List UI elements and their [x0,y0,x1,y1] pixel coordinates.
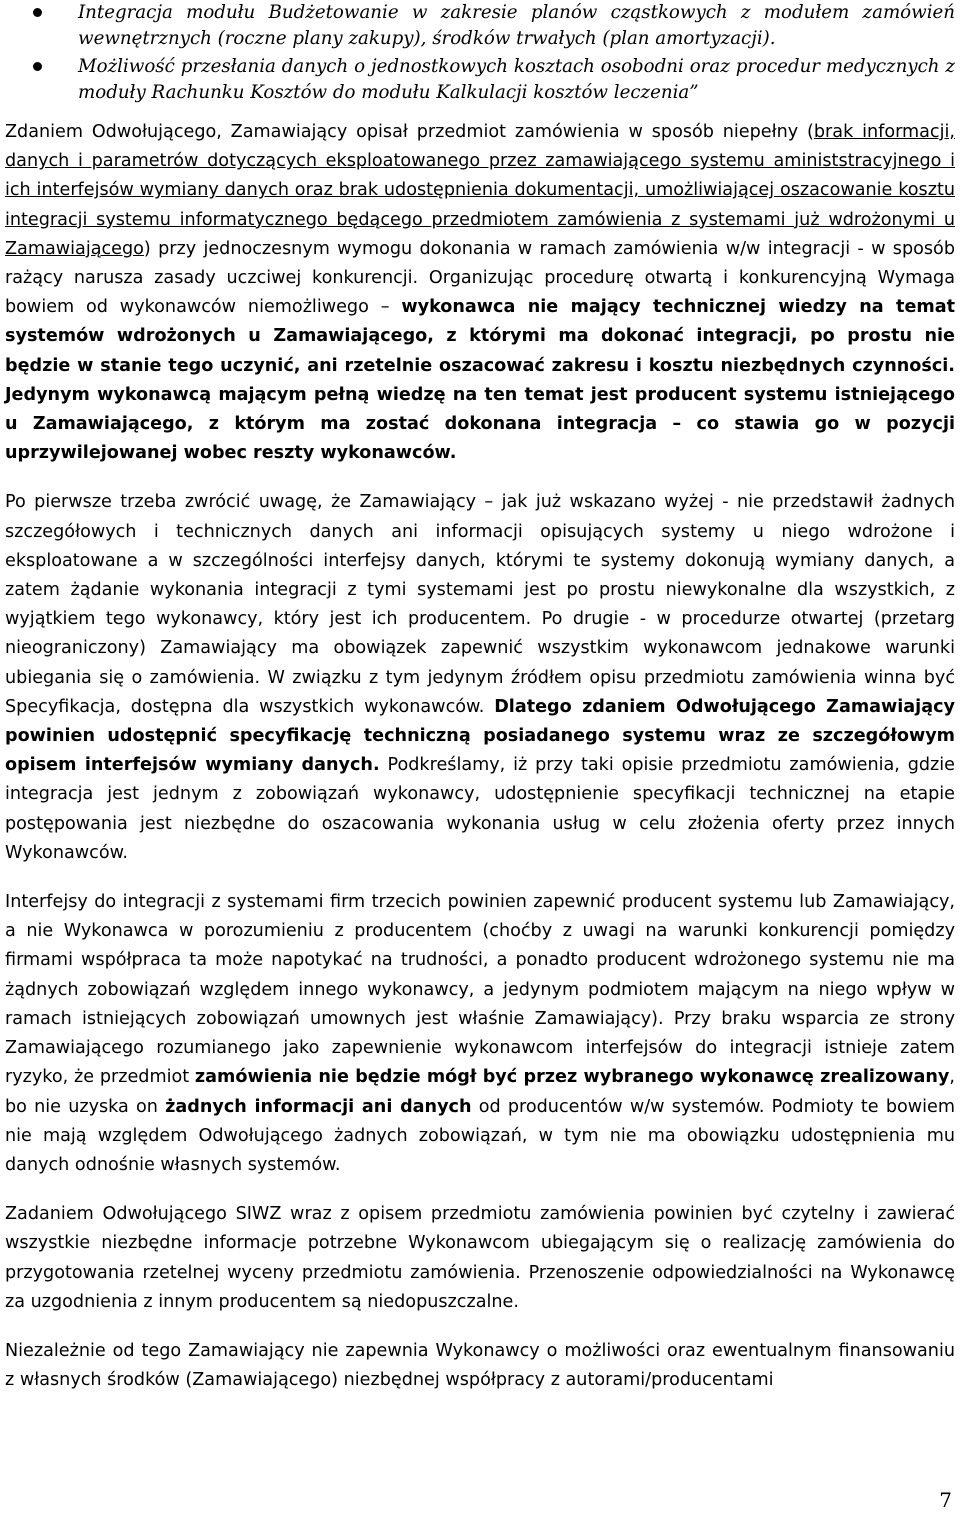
bullet-item [5,54,955,106]
paragraph-2-bold: Dlatego zdaniem Odwołującego Zamawiający powinien udostępnić specyfikację techniczną posiadanego systemu wraz ze szczegółowym opisem interfejsów wymiany danych. [5,696,955,776]
bullet-icon [33,8,42,17]
paragraph-3 [5,888,955,1180]
paragraph-3-text2: , bo nie uzyska on [5,1067,955,1117]
paragraph-3-text3: od producentów w/w systemów. Podmioty te bowiem nie mają względem Odwołującego żadnych zobowiązań, w tym nie ma obowiązku udostępnienia mu danych odnośnie własnych systemów. [5,1096,955,1175]
paragraph-1-intro: Zdaniem Odwołującego, Zamawiający opisał przedmiot zamówienia w sposób niepełny ( [5,122,814,142]
paragraph-3-text1: Interfejsy do integracji z systemami firm trzecich powinien zapewnić producent systemu lub Zamawiający, a nie Wykonawca w porozumieniu z producentem (choćby z uwagi na warunki konkurencji pomiędzy firmami współpraca ta może napotykać na trudności, a ponadto producent wdrożonego systemu nie ma żądnych zobowiązań względem innego wykonawcy, a jedynym podmiotem mającym na niego wpływ w ramach istniejących zobowiązań umownych jest właśnie Zamawiający). Przy braku wsparcia ze strony Zamawiającego rozumianego jako zapewnienie wykonawcom interfejsów do integracji istnieje zatem ryzyko, że przedmiot [5,892,955,1088]
bullet-list [5,0,955,106]
bullet-icon [33,62,42,71]
document-page [5,0,955,1395]
paragraph-3-bold1: zamówienia nie będzie mógł być przez wybranego wykonawcę zrealizowany [194,1067,950,1088]
bullet-text: Integracja modułu Budżetowanie w zakresie planów cząstkowych z modułem zamówień wewnętrznych (roczne plany zakupy), środków trwałych (plan amortyzacji). [78,2,955,49]
paragraph-3-bold2: żadnych informacji ani danych [165,1096,472,1117]
bullet-text: Możliwość przesłania danych o jednostkowych kosztach osobodni oraz procedur medycznych z moduły Rachunku Kosztów do modułu Kalkulacji kosztów leczenia” [78,56,955,103]
paragraph-5: Niezależnie od tego Zamawiający nie zapewnia Wykonawcy o możliwości oraz ewentualnym finansowaniu z własnych środków (Zamawiającego) niezbędnej współpracy z autorami/producentami [5,1340,955,1391]
paragraph-1-underlined: brak informacji, danych i parametrów dotyczących eksploatowanego przez zamawiającego systemu aministstracyjnego i ich interfejsów wymiany danych oraz brak udostępnienia dokumentacji, umożliwiającej oszacowanie kosztu integracji systemu informatycznego będącego przedmiotem zamówienia z systemami już wdrożonymi u Zamawiającego [5,122,955,259]
paragraph-1-bold: wykonawca nie mający technicznej wiedzy na temat systemów wdrożonych u Zamawiającego, z którymi ma dokonać integracji, po prostu nie będzie w stanie tego uczynić, ani rzetelnie oszacować zakresu i kosztu niezbędnych czynności. Jedynym wykonawcą mającym pełną wiedzę na ten temat jest producent systemu istniejącego u Zamawiającego, z którym ma zostać dokonana integracja – co stawia go w pozycji uprzywilejowanej wobec reszty wykonawców. [5,297,955,464]
paragraph-2 [5,488,955,868]
paragraph-2-text2: Podkreślamy, iż przy taki opisie przedmiotu zamówienia, gdzie integracja jest jednym z zobowiązań wykonawcy, udostępnienie specyfikacji technicznej na etapie postępowania jest niezbędne do oszacowania wykonania usług w celu złożenia oferty przez innych Wykonawców. [5,755,955,863]
paragraph-1-after: ) przy jednoczesnym wymogu dokonania w ramach zamówienia w/w integracji - w sposób rażący narusza zasady uczciwej konkurencji. Organizując procedurę otwartą i konkurencyjną Wymaga bowiem od wykonawców niemożliwego – [5,238,955,318]
paragraph-1 [5,118,955,468]
page-number: 7 [939,1488,952,1512]
bullet-item [5,0,955,52]
paragraph-2-text1: Po pierwsze trzeba zwrócić uwagę, że Zamawiający – jak już wskazano wyżej - nie przedstawił żadnych szczegółowych i technicznych danych ani informacji opisujących systemy u niego wdrożone i eksploatowane a w szczególności interfejsy danych, którymi te systemy dokonują wymiany danych, a zatem żądanie wykonania integracji z tymi systemami jest po prostu niewykonalne dla wszystkich, z wyjątkiem tego wykonawcy, który jest ich producentem. Po drugie - w procedurze otwartej (przetarg nieograniczony) Zamawiający ma obowiązek zapewnić wszystkim wykonawcom jednakowe warunki ubiegania się o zamówienia. W związku z tym jedynym źródłem opisu przedmiotu zamówienia winna być Specyfikacja, dostępna dla wszystkich wykonawców. [5,492,955,717]
paragraph-4: Zadaniem Odwołującego SIWZ wraz z opisem przedmiotu zamówienia powinien być czytelny i zawierać wszystkie niezbędne informacje potrzebne Wykonawcom ubiegającym się o realizację zamówienia do przygotowania rzetelnej wyceny przedmiotu zamówienia. Przenoszenie odpowiedzialności na Wykonawcę za uzgodnienia z innym producentem są niedopuszczalne. [5,1204,955,1312]
